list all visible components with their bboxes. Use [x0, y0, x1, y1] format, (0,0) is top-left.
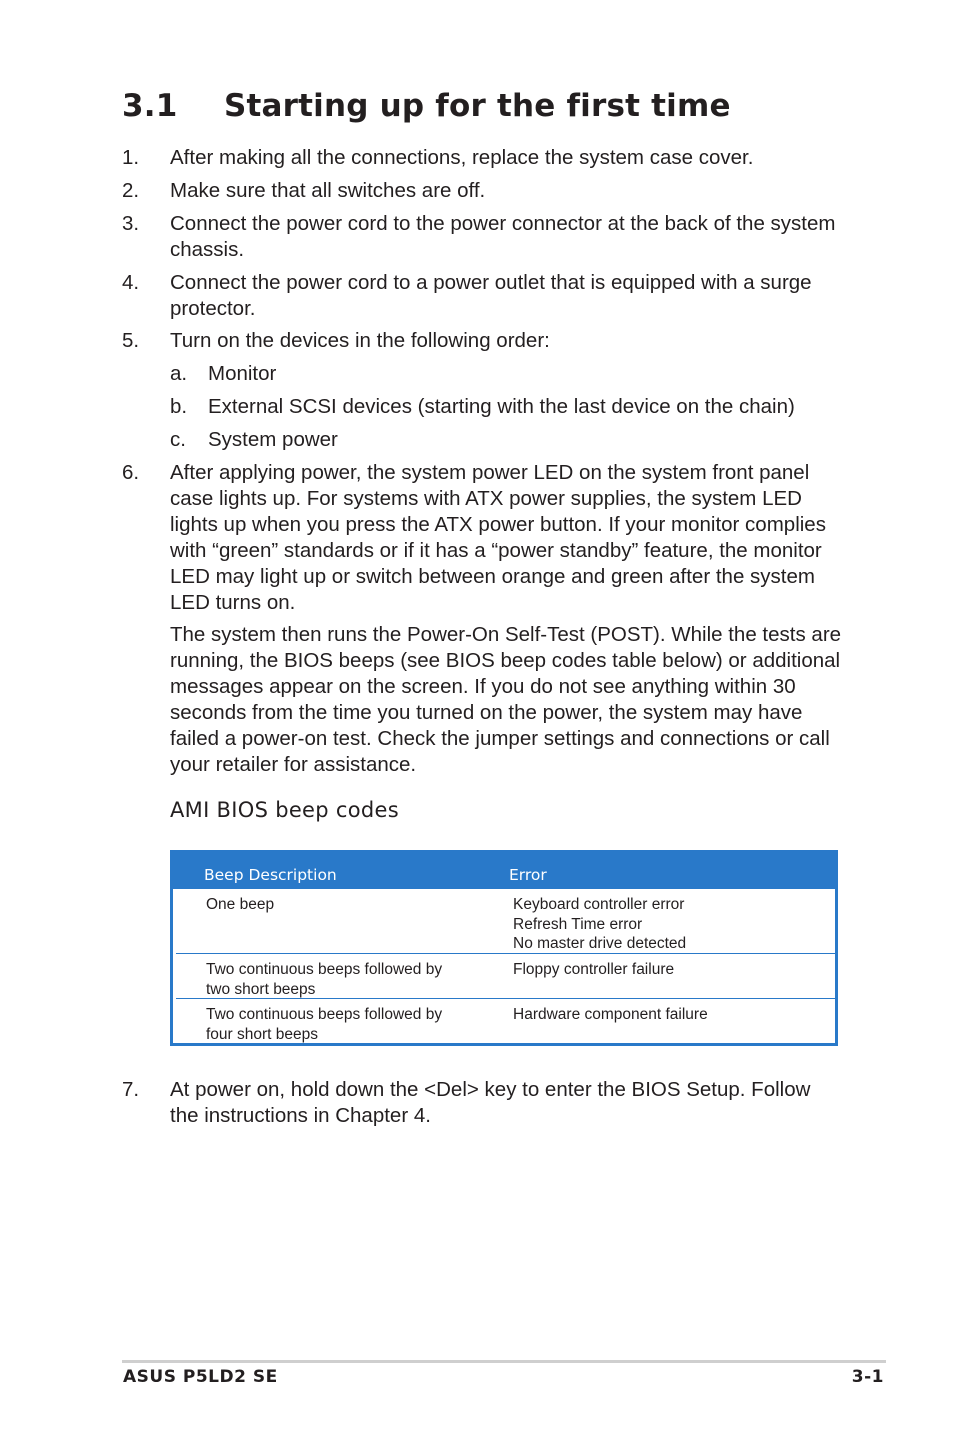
step-3	[122, 211, 842, 263]
cell-line: No master drive detected	[513, 935, 687, 952]
error-cell	[513, 895, 823, 954]
step-text: Turn on the devices in the following order:	[170, 329, 550, 352]
section-title	[122, 88, 731, 124]
step-5	[122, 328, 842, 354]
row-divider	[176, 953, 835, 954]
step-text: Connect the power cord to the power connector at the back of the system chassis.	[170, 212, 836, 261]
step-number: 5.	[122, 329, 140, 352]
substep-c	[170, 427, 850, 453]
cell-line: two short beeps	[206, 980, 316, 998]
section-title-text: Starting up for the first time	[224, 88, 731, 124]
step-2	[122, 178, 842, 204]
section-number: 3.1	[122, 88, 178, 124]
post-paragraph: The system then runs the Power-On Self-Test (POST). While the tests are running, the BIOS beeps (see BIOS beep codes table below) or additional messages appear on the screen. If you do not see anything within 30 seconds from the time you turned on the power, the system may have failed a power-on test. Check the jumper settings and connections or call your retailer for assistance.	[170, 623, 842, 776]
step-text: Connect the power cord to a power outlet that is equipped with a surge protector.	[170, 271, 812, 320]
beep-codes-heading: AMI BIOS beep codes	[170, 798, 399, 822]
beep-description-cell	[206, 895, 496, 915]
step-number: 1.	[122, 146, 140, 169]
beep-description-cell	[206, 960, 496, 999]
table-header	[173, 853, 835, 889]
cell-line: Refresh Time error	[513, 915, 643, 933]
substep-text: Monitor	[208, 362, 277, 385]
step-text: Make sure that all switches are off.	[170, 179, 486, 202]
step-4	[122, 270, 842, 322]
error-cell	[513, 1005, 823, 1025]
beep-codes-table	[170, 850, 838, 1046]
step-number: 7.	[122, 1078, 140, 1101]
footer-rule	[122, 1360, 886, 1363]
footer-product-name: ASUS P5LD2 SE	[123, 1367, 278, 1387]
step-text: After applying power, the system power LED on the system front panel case lights up. For systems with ATX power supplies, the system LED lights up when you press the ATX power button. If your monitor complies with “green” standards or if it has a “power standby” feature, the monitor LED may light up or switch between orange and green after the system LED turns on.	[170, 461, 826, 614]
error-cell	[513, 960, 823, 980]
row-divider	[176, 998, 835, 999]
substep-letter: a.	[170, 362, 188, 385]
step-7	[122, 1077, 842, 1129]
cell-line: Hardware component failure	[513, 1006, 708, 1023]
substep-letter: b.	[170, 395, 188, 418]
step-text: After making all the connections, replace the system case cover.	[170, 146, 754, 169]
cell-line: Floppy controller failure	[513, 961, 675, 978]
step-1	[122, 145, 842, 171]
footer-page-number: 3-1	[851, 1367, 884, 1387]
cell-line: Keyboard controller error	[513, 896, 685, 913]
step-text: At power on, hold down the <Del> key to enter the BIOS Setup. Follow the instructions in Chapter 4.	[170, 1078, 811, 1127]
substep-b	[170, 394, 850, 420]
cell-line: four short beeps	[206, 1025, 319, 1043]
beep-description-cell	[206, 1005, 496, 1044]
step-number: 6.	[122, 461, 140, 484]
substep-a	[170, 361, 850, 387]
step-number: 3.	[122, 212, 140, 235]
step-6	[122, 460, 842, 616]
step-number: 2.	[122, 179, 140, 202]
cell-line: Two continuous beeps followed by	[206, 961, 443, 978]
step-number: 4.	[122, 271, 140, 294]
column-header-description: Beep Description	[204, 866, 337, 884]
cell-line: Two continuous beeps followed by	[206, 1006, 443, 1023]
substep-text: External SCSI devices (starting with the last device on the chain)	[208, 395, 795, 418]
substep-letter: c.	[170, 428, 186, 451]
column-header-error: Error	[509, 866, 547, 884]
substep-text: System power	[208, 428, 338, 451]
cell-line: One beep	[206, 896, 275, 913]
